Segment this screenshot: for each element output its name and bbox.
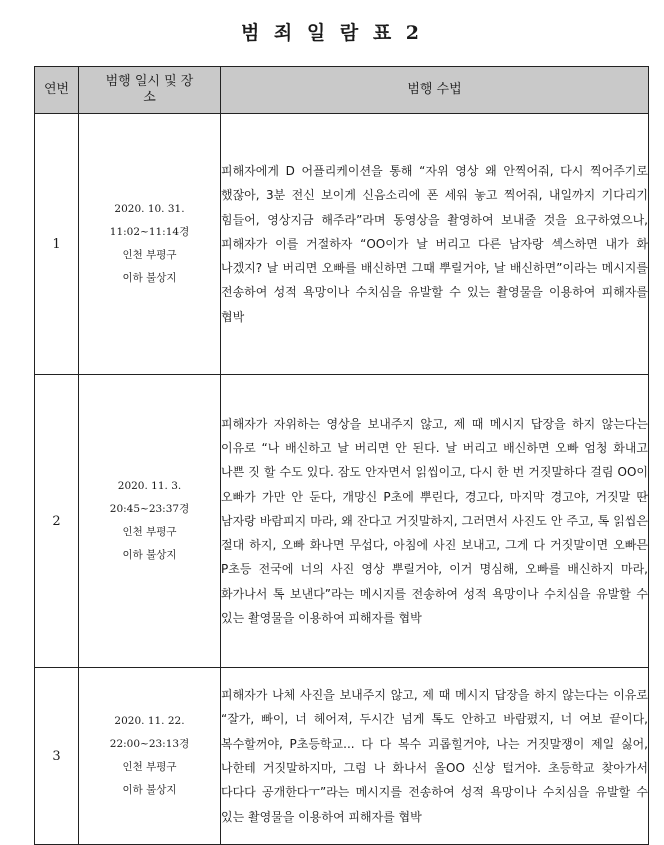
header-date-place-label: 범행 일시 및 장소 <box>105 74 194 105</box>
row-method: 피해자가 자위하는 영상을 보내주지 않고, 제 때 메시지 답장을 하지 않는다는 이유로 “나 배신하고 날 버리면 안 된다. 날 버리고 배신하면 오빠 엄청 화내고 나쁜 짓 할 수도 있다. 잠도 안자면서 읽씹이고, 다시 한 번 거짓말하다 걸림 OO이 오빠가 가만 안 둔다, 개망신 P초에 뿌린다, 경고다, 마지막 경고야, 거짓말 딴 남자랑 바람피지 마라, 왜 잔다고 거짓말하지, 그러면서 사진도 안 주고, 톡 읽씹은 절대 하지, 오빠 화나면 무섭다, 아침에 사진 보내고, 그게 다 거짓말이면 오빠믄 P초등 전국에 너의 사진 영상 뿌릴거야, 이거 명심해, 오빠를 배신하지 마라, 화가나서 톡 보낸다”라는 메시지를 전송하여 성적 욕망이나 수치심을 유발할 수 있는 촬영물을 이용하여 피해자를 협박 <box>221 375 649 668</box>
row-date: 2020. 11. 3. <box>117 480 182 492</box>
row-place-city: 인천 부평구 <box>122 761 177 773</box>
header-method: 범행 수법 <box>221 67 649 114</box>
row-place-city: 인천 부평구 <box>122 249 177 261</box>
table-header-row <box>35 67 649 114</box>
row-place-detail: 이하 불상지 <box>122 549 177 561</box>
row-date-place <box>79 114 221 375</box>
table-row <box>35 114 649 375</box>
row-number: 1 <box>35 114 79 375</box>
row-place-detail: 이하 불상지 <box>122 784 177 796</box>
row-place-city: 인천 부평구 <box>122 526 177 538</box>
crime-list-table <box>34 66 649 845</box>
row-date: 2020. 10. 31. <box>114 203 185 215</box>
row-time: 22:00~23:13경 <box>109 738 190 750</box>
row-number: 2 <box>35 375 79 668</box>
row-date-place <box>79 375 221 668</box>
row-method: 피해자가 나체 사진을 보내주지 않고, 제 때 메시지 답장을 하지 않는다는 이유로 “잘가, 빠이, 너 헤어져, 두시간 넘게 톡도 안하고 바람폈지, 너 여보 끝이다, 복수할꺼야, P초등학교... 다 다 복수 괴롭힐거야, 나는 거짓말쟁이 제일 싫어, 나한테 거짓말하지마, 그럼 나 화나서 올OO 신상 털거야. 초등학교 찾아가서 다다다 공개한다ㅜ”라는 메시지를 전송하여 성적 욕망이나 수치심을 유발할 수 있는 촬영물을 이용하여 피해자를 협박 <box>221 668 649 845</box>
row-time: 20:45~23:37경 <box>109 503 190 515</box>
row-number: 3 <box>35 668 79 845</box>
row-date: 2020. 11. 22. <box>114 715 185 727</box>
row-method: 피해자에게 D 어플리케이션을 통해 “자위 영상 왜 안찍어줘, 다시 찍어주기로 했잖아, 3분 전신 보이게 신음소리에 폰 세워 놓고 찍어줘, 내일까지 기다리기 힘들어, 영상지금 해주라”라며 동영상을 촬영하여 보내줄 것을 요구하였으나, 피해자가 이를 거절하자 “OO이가 날 버리고 다른 남자랑 섹스하면 내가 화 나겠지? 날 버리면 오빠를 배신하면 그때 뿌릴거야, 날 배신하면”이라는 메시지를 전송하여 성적 욕망이나 수치심을 유발할 수 있는 촬영물을 이용하여 피해자를 협박 <box>221 114 649 375</box>
row-place-detail: 이하 불상지 <box>122 272 177 284</box>
row-time: 11:02~11:14경 <box>109 226 190 238</box>
document-title: 범 죄 일 람 표 2 <box>240 22 424 44</box>
row-date-place <box>79 668 221 845</box>
table-row <box>35 668 649 845</box>
header-serial-number: 연번 <box>35 67 79 114</box>
header-date-place <box>79 67 221 114</box>
table-row <box>35 375 649 668</box>
